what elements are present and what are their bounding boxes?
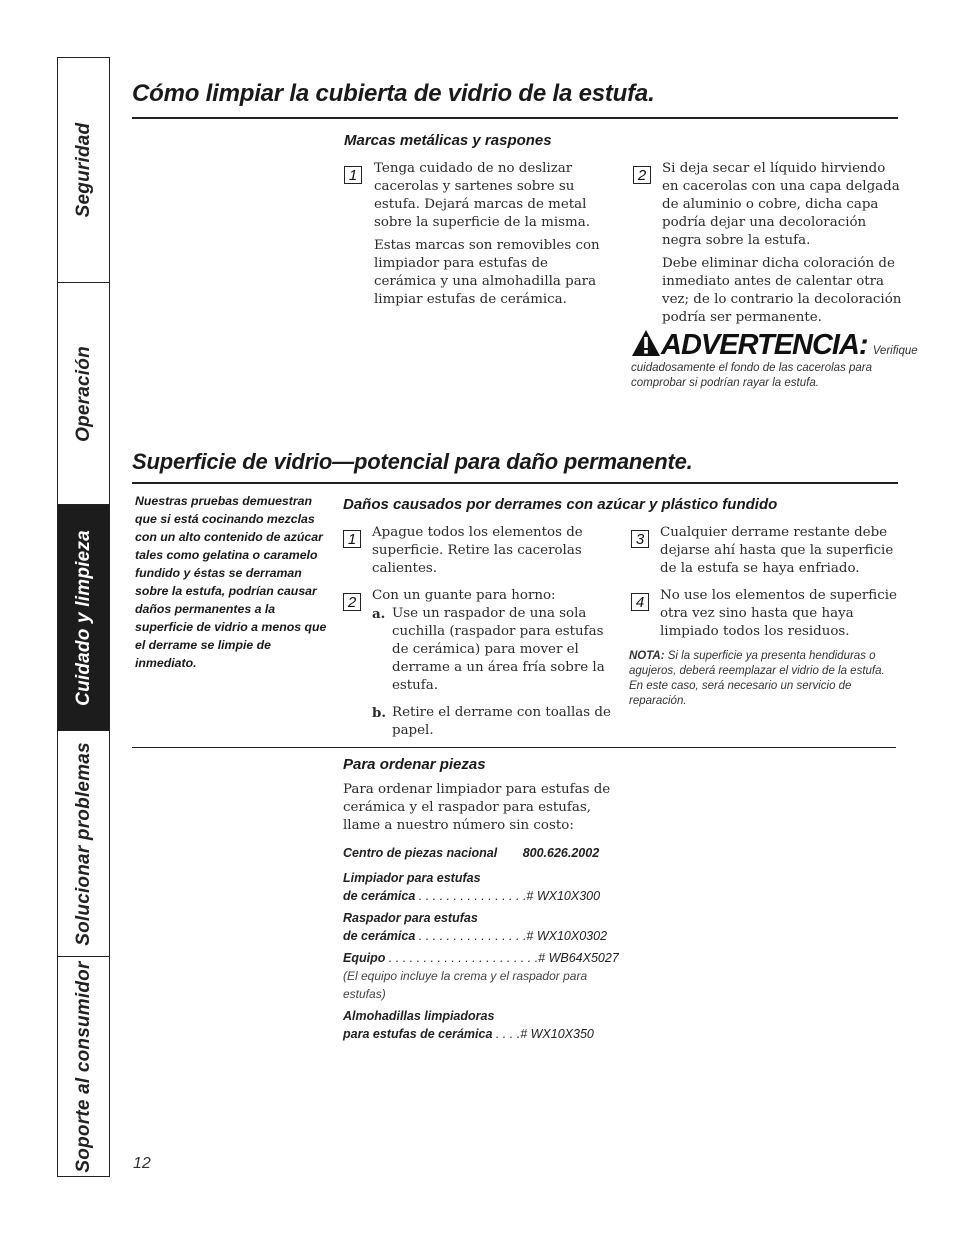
step-number-1: 1 (343, 530, 361, 548)
tab-label: Soporte al consumidor (72, 960, 94, 1173)
parts-list (343, 844, 633, 1043)
sub-step-a (372, 605, 612, 695)
tab-cuidado-y-limpieza[interactable] (58, 505, 109, 731)
subhead-metal-marks: Marcas metálicas y raspones (344, 132, 552, 149)
part-item-cleaner (343, 869, 633, 905)
step-text-3 (660, 524, 900, 583)
part-name: de cerámica (343, 929, 416, 943)
page-number: 12 (133, 1155, 151, 1172)
paragraph: Con un guante para horno: (372, 588, 556, 603)
section-divider (132, 747, 896, 748)
leader-dots: . . . . . . . . . . . . . . . . . . . . . . (385, 951, 539, 965)
warning-text-start: Verifique (872, 345, 918, 357)
tab-operacion[interactable] (58, 283, 109, 505)
leader-dots: . . . . . . . . . . . . . . . . (415, 889, 527, 903)
part-number: # WX10X300 (526, 889, 601, 903)
parts-center-phone: 800.626.2002 (522, 846, 600, 860)
step-number-1: 1 (344, 166, 362, 184)
page-title: Cómo limpiar la cubierta de vidrio de la estufa. (132, 80, 655, 107)
note-block (629, 649, 891, 709)
part-name: para estufas de cerámica (343, 1027, 493, 1041)
tab-label: Operación (72, 345, 94, 442)
sub-step-text: Use un raspador de una sola cuchilla (raspador para estufas de cerámica) para mover el derrame a un área fría sobre la estufa. (392, 606, 605, 693)
section-tabs (57, 57, 110, 1177)
warning-box (631, 329, 918, 391)
subhead-sugar-spills: Daños causados por derrames con azúcar y plástico fundido (343, 496, 778, 513)
paragraph: Apague todos los elementos de superficie. Retire las cacerolas calientes. (372, 525, 583, 576)
part-name: Equipo (343, 951, 386, 965)
part-name: Almohadillas limpiadoras (343, 1009, 495, 1023)
part-item-pads (343, 1007, 633, 1043)
step-text-1 (372, 524, 612, 583)
sub-step-label: a. (372, 606, 386, 622)
tab-soporte-al-consumidor[interactable] (58, 957, 109, 1176)
tab-solucionar-problemas[interactable] (58, 731, 109, 957)
sidebar-note: Nuestras pruebas demuestran que si está cocinando mezclas con un alto contenido de azúcar tales como gelatina o caramelo fundido y éstas se derraman sobre la estufa, podrían causar daños permanentes a la superficie de vidrio a menos que el derrame se limpie de inmediato. (135, 494, 327, 670)
tab-seguridad[interactable] (58, 58, 109, 283)
part-item-scraper (343, 909, 633, 945)
sub-step-label: b. (372, 705, 387, 721)
paragraph: Tenga cuidado de no deslizar cacerolas y sartenes sobre su estufa. Dejará marcas de metal sobre la superficie de la misma. (374, 161, 590, 230)
subhead-order-parts: Para ordenar piezas (343, 756, 486, 773)
step-number-2: 2 (633, 166, 651, 184)
part-name: Raspador para estufas (343, 911, 478, 925)
section-rule (132, 482, 898, 484)
leader-dots: . . . . . . . . . . . . . . . . (415, 929, 527, 943)
tab-label: Cuidado y limpieza (72, 529, 94, 706)
part-note: (El equipo incluye la crema y el raspador para estufas) (343, 969, 588, 1001)
step-text-4 (660, 587, 900, 646)
sub-step-text: Retire el derrame con toallas de papel. (392, 705, 611, 738)
warning-label: ADVERTENCIA: (661, 329, 868, 361)
section-title-glass-surface: Superficie de vidrio—potencial para daño permanente. (132, 449, 693, 474)
part-name: Limpiador para estufas (343, 871, 481, 885)
paragraph: Si deja secar el líquido hirviendo en cacerolas con una capa delgada de aluminio o cobre, dicha capa podría dejar una decoloración negra sobre la estufa. (662, 161, 900, 248)
parts-center (343, 844, 633, 862)
warning-triangle-icon (631, 329, 661, 357)
tab-label: Seguridad (72, 122, 94, 218)
part-item-kit (343, 949, 633, 1003)
order-intro: Para ordenar limpiador para estufas de cerámica y el raspador para estufas, llame a nuestro número sin costo: (343, 782, 611, 833)
step-number-3: 3 (631, 530, 649, 548)
parts-center-label: Centro de piezas nacional (343, 846, 498, 860)
leader-dots: . . . . (492, 1027, 521, 1041)
part-name: de cerámica (343, 889, 416, 903)
tab-label: Solucionar problemas (72, 741, 94, 946)
paragraph: Cualquier derrame restante debe dejarse ahí hasta que la superficie de la estufa se haya enfriado. (660, 525, 894, 576)
step-number-2: 2 (343, 593, 361, 611)
paragraph: Debe eliminar dicha coloración de inmediato antes de calentar otra vez; de lo contrario la decoloración podría ser permanente. (662, 256, 902, 325)
step-text-2 (662, 160, 902, 332)
part-number: # WB64X5027 (538, 951, 619, 965)
part-number: # WX10X0302 (526, 929, 608, 943)
step-number-4: 4 (631, 593, 649, 611)
title-rule (132, 117, 898, 119)
note-text: Si la superficie ya presenta hendiduras o agujeros, deberá reemplazar el vidrio de la estufa. En este caso, será necesario un servicio de reparación. (629, 650, 885, 707)
paragraph: Estas marcas son removibles con limpiador para estufas de cerámica y una almohadilla para limpiar estufas de cerámica. (374, 238, 600, 307)
paragraph: No use los elementos de superficie otra vez sino hasta que haya limpiado todos los residuos. (660, 588, 897, 639)
warning-text: cuidadosamente el fondo de las cacerolas para comprobar si podrían rayar la estufa. (631, 362, 873, 389)
part-number: # WX10X350 (520, 1027, 594, 1041)
step-text-2 (372, 587, 612, 740)
note-label: NOTA: (629, 650, 665, 662)
step-text-1 (374, 160, 614, 314)
sub-step-b (372, 704, 612, 740)
